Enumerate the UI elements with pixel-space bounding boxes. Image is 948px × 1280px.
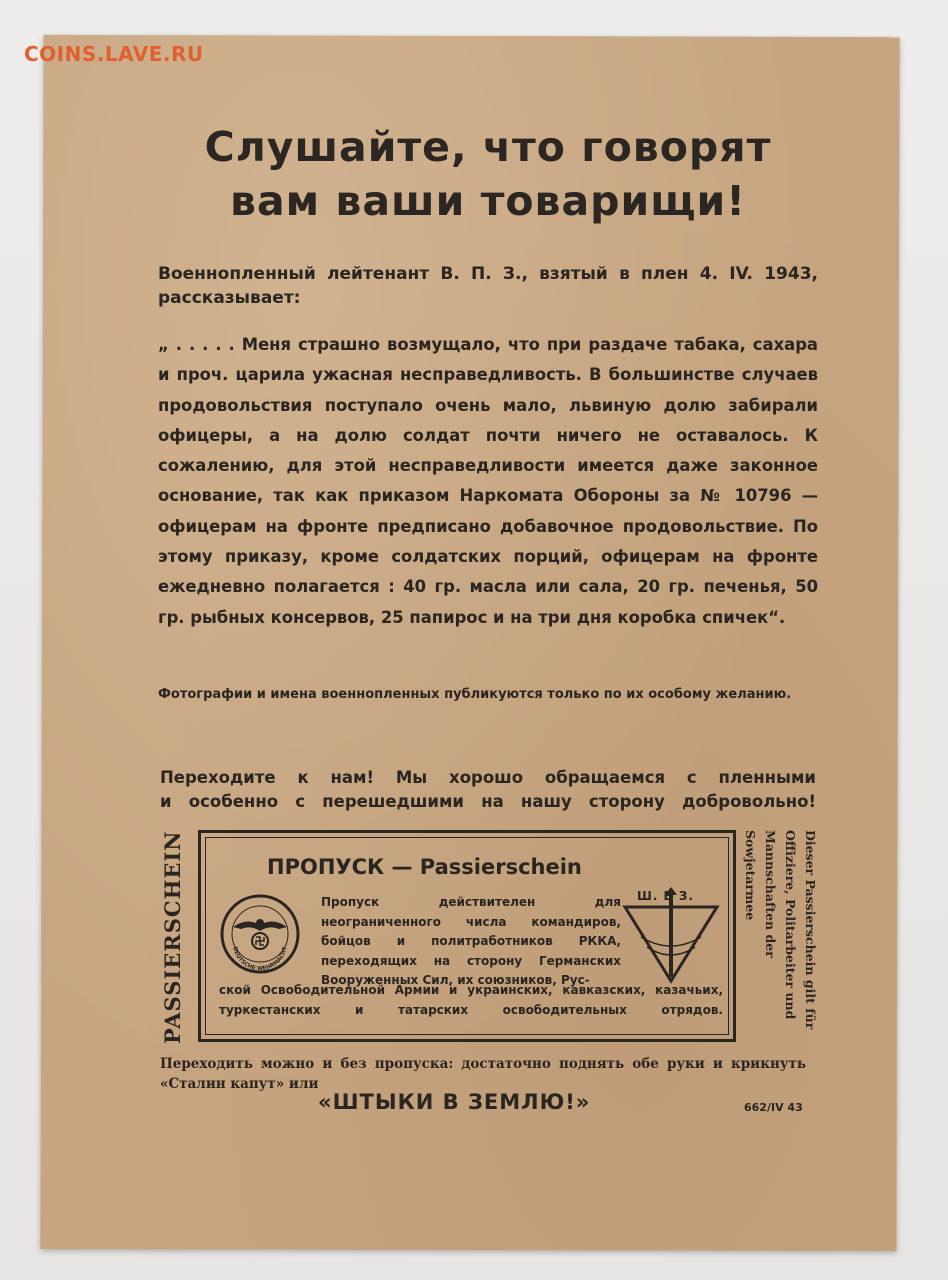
- svg-text:DEUTSCHE WEHRMACHT: [231, 946, 288, 972]
- pass-box: [198, 830, 736, 1042]
- footer-line-1: Переходить можно и без пропуска: достаточно поднять обе руки и крикнуть: [160, 1056, 806, 1072]
- title-line-2: вам ваши товарищи!: [230, 177, 746, 225]
- print-code: 662/IV 43: [744, 1101, 803, 1114]
- photo-note: Фотографии и имена военнопленных публикуются только по их особому желанию.: [158, 687, 792, 702]
- appeal-line-2: и особенно с перешедшими на нашу сторону добровольно!: [160, 792, 816, 811]
- slogan: «ШТЫКИ В ЗЕМЛЮ!»: [318, 1090, 591, 1114]
- footer-line-2: «Сталин капут» или: [160, 1076, 319, 1092]
- appeal-text: [160, 766, 816, 814]
- pass-side-label-right: Dieser Passierschein gilt für Offiziere, Politarbeiter und Mannschaften der Sowjetarmee: [743, 830, 818, 1030]
- intro-paragraph: Военнопленный лейтенант В. П. З., взятый в плен 4. IV. 1943, рассказывает:: [158, 264, 818, 308]
- leaflet-title: [100, 120, 876, 228]
- pass-title: ПРОПУСК — Passierschein: [267, 855, 582, 879]
- title-line-1: Слушайте, что говорят: [204, 123, 772, 171]
- pass-text-continued: ской Освободительной Армии и украинских, кавказских, казачьих, туркестанских и татарских освободительных отрядов.: [219, 983, 723, 1017]
- pass-text: Пропуск действителен для неограниченного числа командиров, бойцов и политработников РККА, переходящих на сторону Германских Вооруженных Сил, их союзников, Рус-: [321, 895, 621, 987]
- emblem-text: DEUTSCHE WEHRMACHT: [231, 946, 289, 973]
- pass-side-label-left: PASSIERSCHEIN: [160, 830, 185, 1044]
- triangle-label: Ш. В З.: [637, 889, 694, 903]
- appeal-line-1: Переходите к нам! Мы хорошо обращаемся с пленными: [160, 768, 816, 787]
- quote-paragraph: „ . . . . . Меня страшно возмущало, что при раздаче табака, сахара и проч. царила ужасная несправедливость. В большинстве случаев продовольствия поступало очень мало, львиную долю забирали офицеры, а на долю солдат почти ничего не оставалось. К сожалению, для этой несправедливости имеется даже законное основание, так как приказом Наркомата Обороны за № 10796 — офицерам на фронте предписано добавочное продовольствие. По этому приказу, кроме солдатских порций, офицерам на фронте ежедневно полагается : 40 гр. масла или сала, 20 гр. печенья, 50 гр. рыбных консервов, 25 папирос и на три дня коробка спичек“.: [158, 335, 818, 627]
- wehrmacht-emblem-icon: [219, 893, 301, 975]
- site-watermark: COINS.LAVE.RU: [24, 42, 204, 66]
